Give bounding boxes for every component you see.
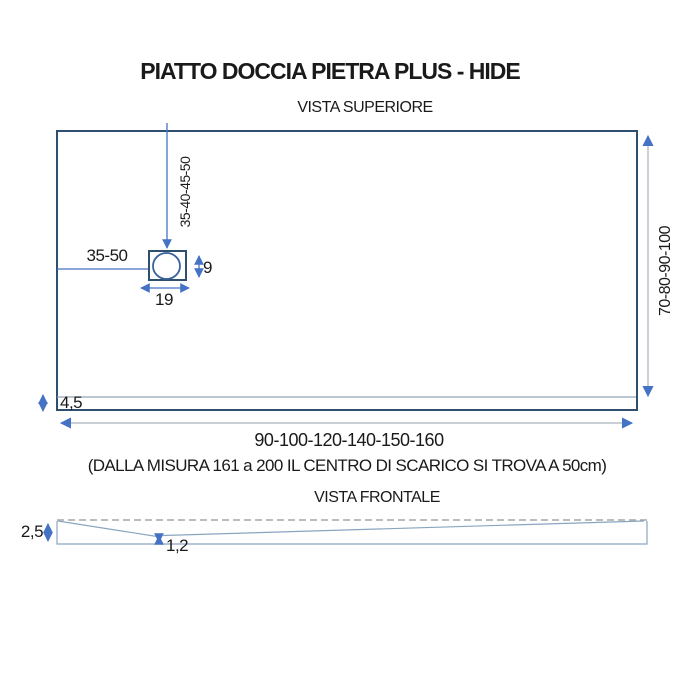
drain-top-offset-label: 35-40-45-50 <box>177 156 193 228</box>
profile-drain-height-label: 1,2 <box>166 536 189 555</box>
profile-right-slope-line <box>163 521 644 536</box>
drain-position-note: (DALLA MISURA 161 a 200 IL CENTRO DI SCARICO SI TROVA A 50cm) <box>87 456 607 475</box>
page-title: PIATTO DOCCIA PIETRA PLUS - HIDE <box>140 58 520 84</box>
profile-left-slope-line <box>58 521 157 537</box>
tray-depth-label: 70-80-90-100 <box>657 225 674 317</box>
profile-edge-height-label: 2,5 <box>20 522 44 541</box>
top-view-title: VISTA SUPERIORE <box>297 99 433 116</box>
border-width-label: 4,5 <box>60 393 83 412</box>
tray-top-outline <box>57 131 637 410</box>
front-view-title: VISTA FRONTALE <box>314 489 440 506</box>
drain-height-label: 9 <box>203 258 212 277</box>
drain-width-label: 19 <box>155 290 173 309</box>
tray-width-label: 90-100-120-140-150-160 <box>254 430 444 450</box>
profile-outline <box>57 521 647 544</box>
drain-left-offset-label: 35-50 <box>86 246 128 265</box>
